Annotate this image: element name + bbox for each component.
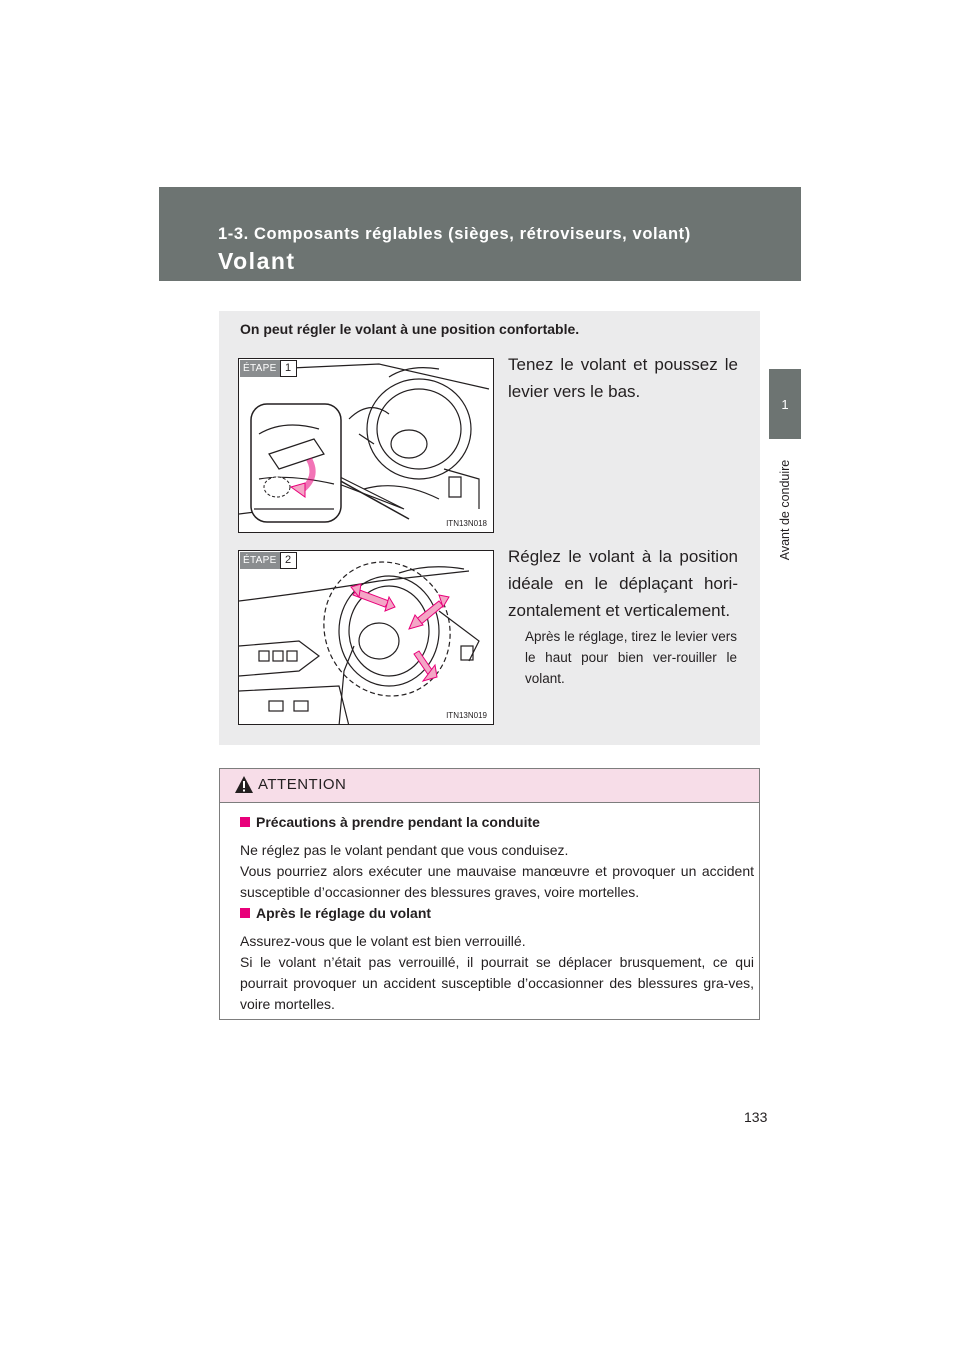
step-2-badge-number: 2: [280, 552, 297, 569]
warning-body-2-line-1: Assurez-vous que le volant est bien verrouillé.: [240, 933, 526, 949]
warning-body-2: [240, 931, 754, 1015]
intro-text: On peut régler le volant à une position confortable.: [240, 321, 580, 337]
step-1-badge-number: 1: [280, 360, 297, 377]
warning-heading-2: [240, 905, 431, 921]
page-number: 133: [744, 1109, 768, 1125]
step-1-badge: [240, 360, 297, 377]
warning-box: [219, 768, 760, 1020]
step-1-figure: [238, 358, 494, 533]
warning-body-1-line-1: Ne réglez pas le volant pendant que vous conduisez.: [240, 842, 569, 858]
warning-header: [220, 769, 759, 803]
warning-heading-1-text: Précautions à prendre pendant la conduite: [256, 814, 540, 830]
step-1-text: Tenez le volant et poussez le levier vers le bas.: [508, 355, 738, 401]
chapter-tab: [769, 369, 801, 439]
step-1-badge-word: ÉTAPE: [240, 360, 280, 377]
step-2-figure: [238, 550, 494, 725]
step-2-note: Après le réglage, tirez le levier vers le haut pour bien ver-rouiller le volant.: [525, 629, 737, 686]
section-title: 1-3. Composants réglables (sièges, rétroviseurs, volant): [218, 225, 691, 243]
chapter-label: Avant de conduire: [778, 459, 792, 561]
steering-lever-illustration: [239, 359, 494, 533]
step-1-figure-code: ITN13N018: [446, 519, 487, 528]
warning-body-2-line-2: Si le volant n’était pas verrouillé, il pourrait se déplacer brusquement, ce qui pourrait provoquer un accident susceptible d’occasionner des blessures gra-ves, voire mortelles.: [240, 954, 754, 1012]
warning-body-1-line-2: Vous pourriez alors exécuter une mauvaise manœuvre et provoquer un accident susceptible d’occasionner des blessures graves, voire mortelles.: [240, 863, 754, 900]
steering-adjust-illustration: [239, 551, 494, 725]
step-2-badge-word: ÉTAPE: [240, 552, 280, 569]
step-2-badge: [240, 552, 297, 569]
warning-heading-2-text: Après le réglage du volant: [256, 905, 432, 921]
chapter-number: 1: [781, 396, 789, 412]
warning-heading-1: [240, 814, 540, 830]
step-2-figure-code: ITN13N019: [446, 711, 487, 720]
warning-title: ATTENTION: [258, 776, 347, 793]
warning-icon: [234, 775, 254, 794]
square-bullet-icon: [240, 817, 250, 827]
warning-body-1: [240, 840, 754, 903]
square-bullet-icon: [240, 908, 250, 918]
step-2-text: Réglez le volant à la position idéale en le déplaçant hori-zontalement et verticalement.: [508, 547, 738, 620]
page-title: Volant: [218, 248, 296, 274]
